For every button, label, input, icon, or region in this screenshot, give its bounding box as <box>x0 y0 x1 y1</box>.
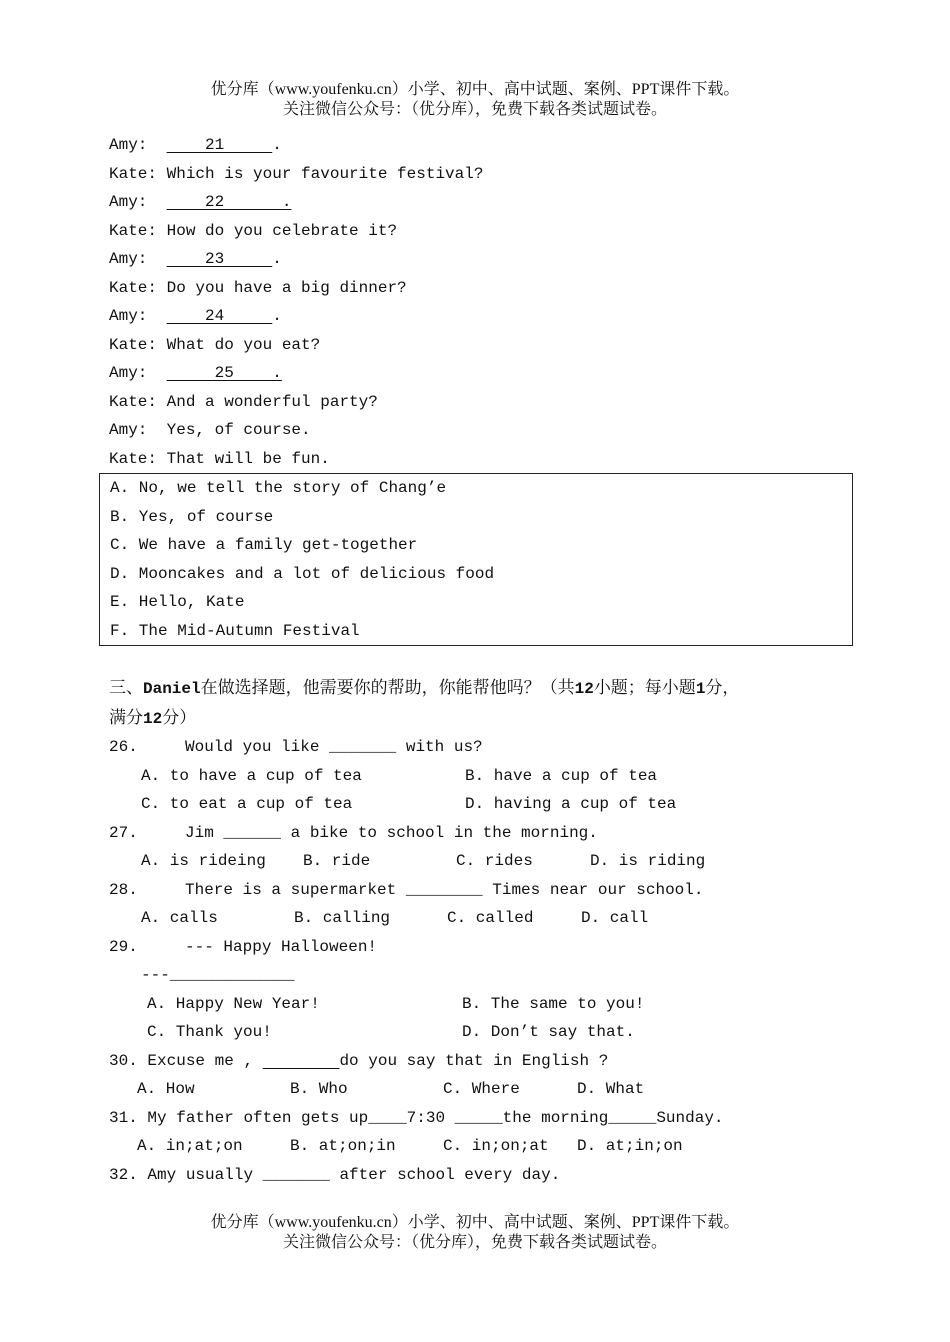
speaker: Kate: <box>109 449 167 468</box>
dialogue-text: Do you have a big dinner? <box>166 278 407 297</box>
question-32: 32. Amy usually _______ after school every day. <box>109 1165 561 1184</box>
option-30-d: D. What <box>577 1080 645 1098</box>
answer-blank-23: 23 <box>166 250 273 268</box>
option-27-d: D. is riding <box>590 852 706 870</box>
page-header <box>0 80 950 120</box>
option-28-c: C. called <box>447 909 534 927</box>
dialogue-line <box>109 331 854 360</box>
options-26-row-1 <box>109 762 854 791</box>
choice-f: F. The Mid-Autumn Festival <box>110 621 360 640</box>
answer-blank-21: 21 <box>166 136 273 154</box>
options-31 <box>109 1132 854 1161</box>
option-31-b: B. at;on;in <box>290 1137 396 1155</box>
option-28-b: B. calling <box>294 909 391 927</box>
dialogue-line-22 <box>109 188 854 217</box>
section-3-heading-line-2: 满分12分） <box>109 707 197 728</box>
speaker: Amy: <box>109 250 167 268</box>
options-27 <box>109 847 854 876</box>
dialogue-line-23 <box>109 245 854 274</box>
option-26-b: B. have a cup of tea <box>465 766 658 785</box>
dialogue <box>109 131 854 473</box>
question-28: 28. There is a supermarket ________ Times near our school. <box>109 880 704 899</box>
options-29-row-1 <box>109 990 854 1019</box>
option-31-a: A. in;at;on <box>137 1137 243 1155</box>
options-30 <box>109 1075 854 1104</box>
dialogue-line <box>109 217 854 246</box>
option-26-a: A. to have a cup of tea <box>141 766 362 785</box>
dialogue-text: And a wonderful party? <box>166 392 378 411</box>
answer-blank-25: 25 . <box>166 364 282 382</box>
option-29-d: D. Don’t say that. <box>462 1023 635 1041</box>
footer-line-2: 关注微信公众号：（优分库），免费下载各类试题试卷。 <box>282 1234 667 1251</box>
option-27-b: B. ride <box>303 852 371 870</box>
page-footer <box>0 1213 950 1253</box>
choice-c: C. We have a family get-together <box>110 536 418 554</box>
speaker: Amy: <box>109 307 167 325</box>
dialogue-line-21 <box>109 131 854 160</box>
option-30-b: B. Who <box>290 1080 348 1098</box>
dialogue-line <box>109 388 854 417</box>
answer-blank-24: 24 <box>166 307 273 325</box>
dialogue-line <box>109 416 854 445</box>
speaker: Amy: <box>109 193 167 211</box>
question-30: 30. Excuse me , do you say that in English ? <box>109 1051 609 1070</box>
dialogue-line <box>109 274 854 303</box>
section-3-heading <box>109 674 854 733</box>
choices-box <box>99 473 853 646</box>
dialogue-text: How do you celebrate it? <box>166 221 398 240</box>
section-3-heading-line-1: 三、Daniel在做选择题，他需要你的帮助，你能帮他吗？（共12小题；每小题1分， <box>109 678 740 698</box>
speaker: Kate: <box>109 392 167 411</box>
speaker: Amy: <box>109 364 167 382</box>
speaker: Kate: <box>109 335 167 354</box>
punctuation: . <box>272 250 282 268</box>
question-26: 26. Would you like _______ with us? <box>109 738 483 756</box>
header-line-1: 优分库（www.youfenku.cn）小学、初中、高中试题、案例、PPT课件下载。 <box>210 81 740 98</box>
footer-line-1: 优分库（www.youfenku.cn）小学、初中、高中试题、案例、PPT课件下载。 <box>210 1214 740 1231</box>
speaker: Kate: <box>109 221 167 240</box>
answer-blank-30 <box>263 1052 340 1070</box>
option-27-a: A. is rideing <box>141 852 266 870</box>
punctuation: . <box>272 307 282 325</box>
worksheet-content <box>109 131 854 1189</box>
dialogue-line <box>109 160 854 189</box>
question-27: 27. Jim ______ a bike to school in the morning. <box>109 823 598 842</box>
options-29-row-2 <box>109 1018 854 1047</box>
answer-blank-31: _____ <box>608 1108 657 1127</box>
choice-d: D. Mooncakes and a lot of delicious food <box>110 564 495 583</box>
speaker: Amy: <box>109 421 167 439</box>
punctuation: . <box>272 136 282 154</box>
dialogue-text: Yes, of course. <box>166 421 311 439</box>
choice-a: A. No, we tell the story of Chang’e <box>110 479 447 497</box>
option-30-c: C. Where <box>443 1080 520 1098</box>
dialogue-text: Which is your favourite festival? <box>166 164 484 183</box>
options-28 <box>109 904 854 933</box>
speaker: Kate: <box>109 164 167 183</box>
option-27-c: C. rides <box>456 852 533 870</box>
header-line-2: 关注微信公众号：（优分库），免费下载各类试题试卷。 <box>282 101 667 118</box>
question-31: 31. My father often gets up____7:30 _____the morning_____Sunday. <box>109 1108 724 1127</box>
question-29: 29. --- Happy Halloween! <box>109 937 378 956</box>
speaker: Kate: <box>109 278 167 297</box>
option-26-d: D. having a cup of tea <box>465 795 677 813</box>
choice-e: E. Hello, Kate <box>110 593 245 611</box>
choice-b: B. Yes, of course <box>110 507 274 526</box>
option-31-c: C. in;on;at <box>443 1137 549 1155</box>
speaker: Amy: <box>109 136 167 154</box>
dialogue-line <box>109 445 854 474</box>
dialogue-text: What do you eat? <box>166 335 321 354</box>
option-29-a: A. Happy New Year! <box>147 994 320 1013</box>
option-28-d: D. call <box>581 909 649 927</box>
dialogue-line-24 <box>109 302 854 331</box>
reply-29: ---_____________ <box>141 966 295 984</box>
option-31-d: D. at;in;on <box>577 1137 683 1155</box>
dialogue-line-25 <box>109 359 854 388</box>
answer-blank-22: 22 . <box>166 193 292 211</box>
option-26-c: C. to eat a cup of tea <box>141 795 353 813</box>
option-28-a: A. calls <box>141 909 218 927</box>
dialogue-text: That will be fun. <box>166 449 330 468</box>
option-29-b: B. The same to you! <box>462 994 645 1013</box>
option-29-c: C. Thank you! <box>147 1023 272 1041</box>
options-26-row-2 <box>109 790 854 819</box>
option-30-a: A. How <box>137 1080 195 1098</box>
